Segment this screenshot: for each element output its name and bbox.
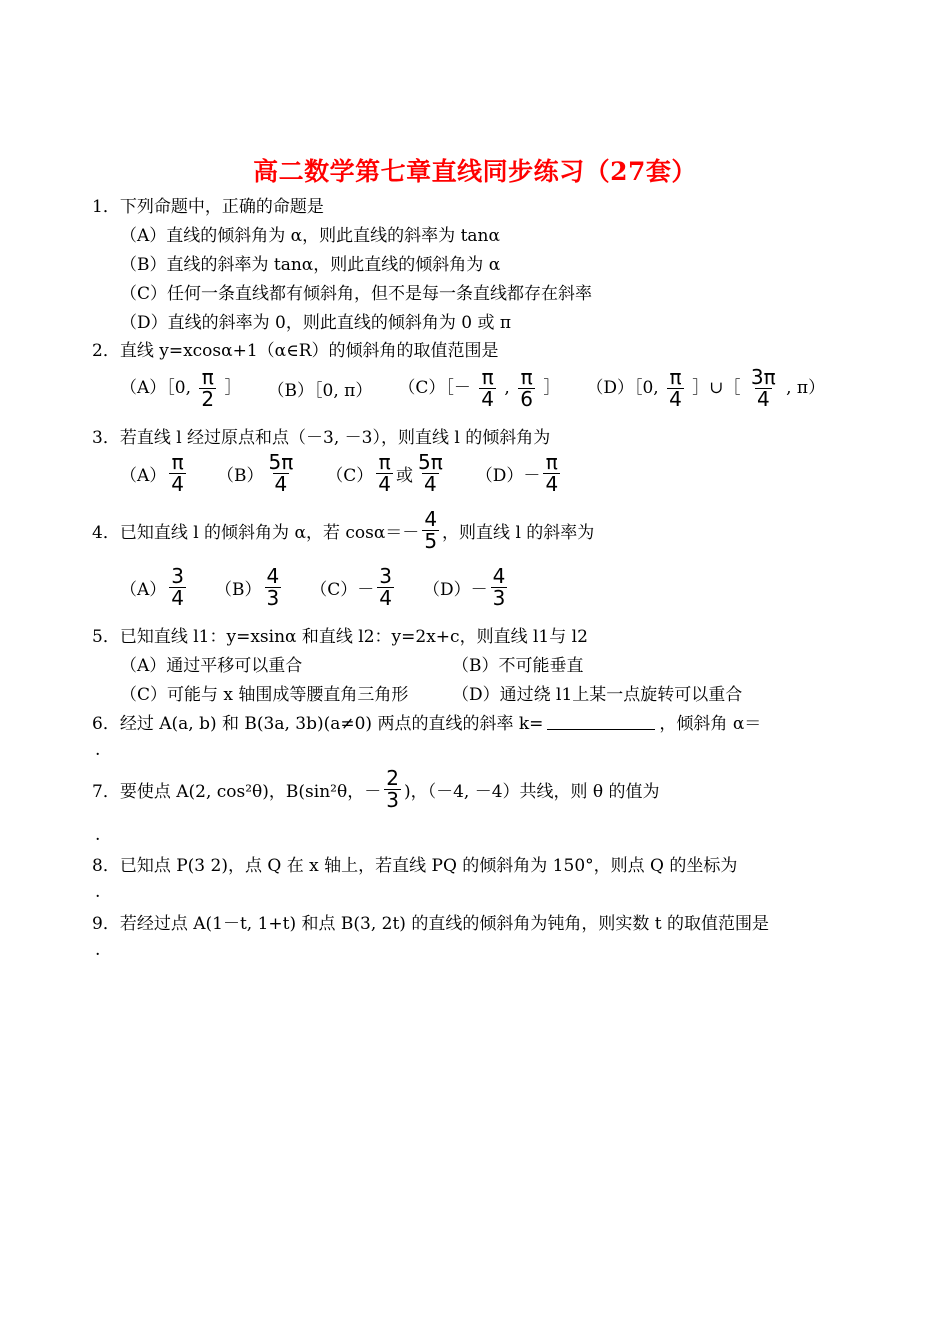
option-d-prefix: （D）－ [475,465,541,486]
question-8: 8．已知点 P(3 2)，点 Q 在 x 轴上，若直线 PQ 的倾斜角为 150°，则点 Q 的坐标为 [92,855,738,876]
fraction: $\frac{4}{5}$ [424,506,438,553]
question-5-option-d: （D）通过绕 l1上某一点旋转可以重合 [452,684,743,705]
line-end-dot: . [95,882,101,902]
fraction: $\frac{\pi}{4}$ [171,449,185,496]
stem-suffix: ，则直线 l 的斜率为 [442,522,595,543]
question-1-option-b: （B）直线的斜率为 tanα，则此直线的倾斜角为 α [120,254,501,275]
fraction: $\frac{3}{4}$ [379,563,392,610]
question-1-stem: 1．下列命题中，正确的命题是 [92,196,324,217]
answer-blank [547,713,655,730]
option-c-suffix: ］ [543,377,561,398]
question-6-tail-text: ，倾斜角 α＝ [659,713,762,734]
fraction: $\frac{\pi}{4}$ [378,449,392,496]
fraction: $\frac{3}{4}$ [171,563,185,610]
option-a-prefix: （A） [120,579,167,600]
question-2-option-a [120,364,242,411]
option-d-suffix: , π） [786,377,826,398]
question-7-text: 7．要使点 A(2, cos²θ)，B(sin²θ，－ [92,781,382,802]
separator: , [504,377,510,398]
fraction: $\frac{2}{3}$ [386,765,399,812]
question-1-option-d: （D）直线的斜率为 0，则此直线的倾斜角为 0 或 π [120,312,512,333]
question-5-option-c: （C）可能与 x 轴围成等腰直角三角形 [120,684,409,705]
fraction: $\frac{\pi}{4}$ [545,449,559,496]
fraction: $\frac{\pi}{4}$ [481,364,494,411]
option-c-prefix: （C）－ [310,579,375,600]
fraction: $\frac{5\pi}{4}$ [268,449,294,496]
question-7 [92,762,858,816]
fraction: $\frac{\pi}{6}$ [520,364,533,411]
question-6 [92,704,858,738]
question-1-option-a: （A）直线的倾斜角为 α，则此直线的斜率为 tanα [120,225,500,246]
question-5-option-b: （B）不可能垂直 [452,655,584,676]
line-end-dot: . [95,740,101,760]
option-d-prefix: （D）［0, [586,377,659,398]
question-5-stem: 5．已知直线 l1：y=xsinα 和直线 l2：y=2x+c，则直线 l1与 l2 [92,626,588,647]
fraction: $\frac{5\pi}{4}$ [418,449,443,496]
question-4-options [120,558,858,616]
option-a-prefix: （A）［0, [120,377,191,398]
question-4-stem [92,503,858,557]
question-3-options [120,446,858,500]
separator: 或 [396,465,414,486]
question-2-option-c [398,364,561,411]
question-2-stem: 2．直线 y=xcosα+1（α∈R）的倾斜角的取值范围是 [92,340,499,361]
question-2-options [120,360,858,416]
fraction: $\frac{3\pi}{4}$ [750,364,776,411]
line-end-dot: . [95,825,101,845]
option-b-prefix: （B） [217,465,264,486]
separator: ］∪［ [692,377,741,398]
question-2-option-d [586,364,826,411]
option-a-prefix: （A） [120,465,167,486]
option-c-prefix: （C）［－ [398,377,471,398]
option-a-suffix: ］ [224,377,242,398]
option-d-prefix: （D）－ [423,579,488,600]
fraction: $\frac{\pi}{4}$ [669,364,682,411]
question-2-option-b: （B）［0, π） [267,380,373,401]
fraction: $\frac{4}{3}$ [492,563,506,610]
page-title: 高二数学第七章直线同步练习（27套） [253,157,697,186]
question-9: 9．若经过点 A(1－t, 1+t) 和点 B(3, 2t) 的直线的倾斜角为钝角，则实数 t 的取值范围是 [92,913,769,934]
question-3-stem: 3．若直线 l 经过原点和点（－3, －3），则直线 l 的倾斜角为 [92,427,551,448]
question-5-option-a: （A）通过平移可以重合 [120,655,303,676]
option-c-prefix: （C） [326,465,374,486]
question-6-text: 6．经过 A(a, b) 和 B(3a, 3b)(a≠0) 两点的直线的斜率 k= [92,713,544,734]
question-1-option-c: （C）任何一条直线都有倾斜角，但不是每一条直线都存在斜率 [120,283,593,304]
option-b-prefix: （B） [215,579,262,600]
question-7-tail-text: )，（－4, －4）共线，则 θ 的值为 [403,781,660,802]
line-end-dot: . [95,940,101,960]
fraction: $\frac{\pi}{2}$ [201,364,215,411]
fraction: $\frac{4}{3}$ [266,563,280,610]
stem-prefix: 4．已知直线 l 的倾斜角为 α，若 cosα＝－ [92,522,420,543]
